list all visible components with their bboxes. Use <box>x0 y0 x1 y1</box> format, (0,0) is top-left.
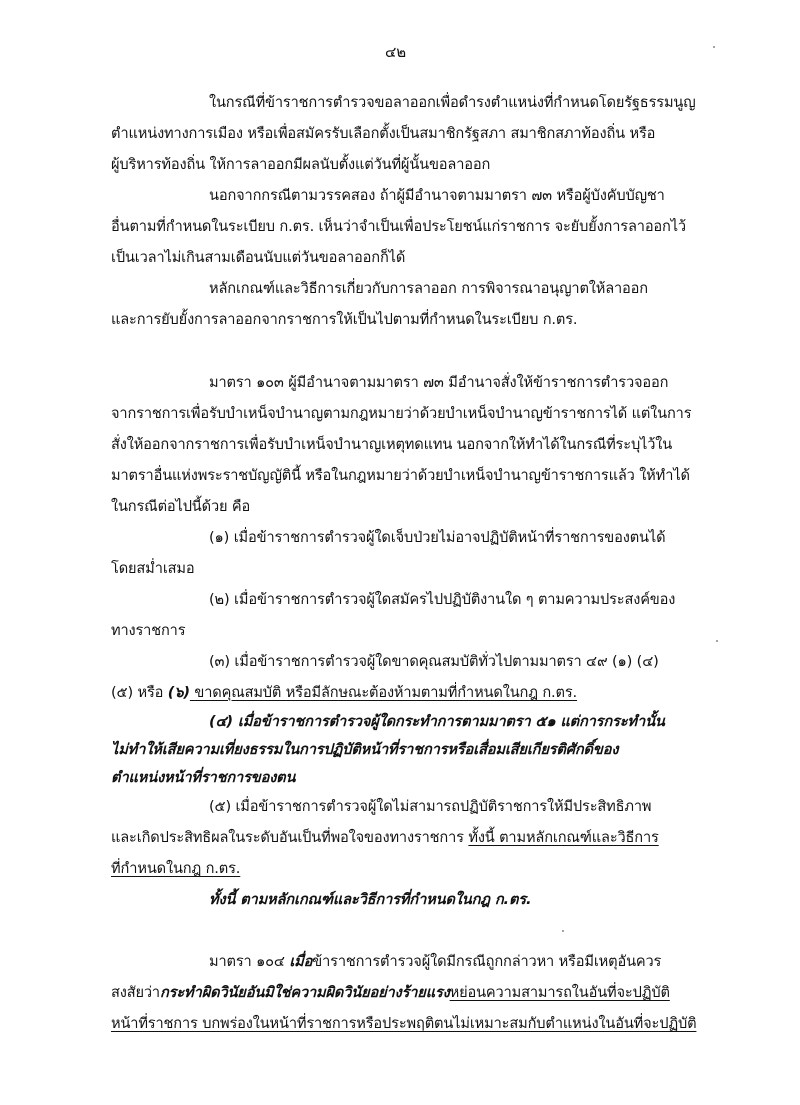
item1-line1: (๑) เมื่อข้าราชการตำรวจผู้ใดเจ็บป่วยไม่อาจปฏิบัติหน้าที่ราชการของตนได้ <box>209 529 666 546</box>
sec103-line5: ในกรณีต่อไปนี้ด้วย คือ <box>111 498 251 515</box>
sec103-line4: มาตราอื่นแห่งพระราชบัญญัตินี้ หรือในกฎหมายว่าด้วยบำเหน็จบำนาญข้าราชการแล้ว ให้ทำได้ <box>111 467 690 484</box>
struck-note: ทั้งนี้ ตามหลักเกณฑ์และวิธีการที่กำหนดในกฎ ก.ตร. <box>209 891 532 908</box>
sec103-line3: สั่งให้ออกจากราชการเพื่อรับบำเหน็จบำนาญเหตุทดแทน นอกจากให้ทำได้ในกรณีที่ระบุไว้ใน <box>111 436 673 453</box>
item1-line2: โดยสม่ำเสมอ <box>111 560 195 577</box>
scan-speck <box>562 930 564 932</box>
para1-line2: ตำแหน่งทางการเมือง หรือเพื่อสมัครรับเลือกตั้งเป็นสมาชิกรัฐสภา สมาชิกสภาท้องถิ่น หรือ <box>111 125 656 142</box>
sec104-heading: มาตรา ๑๐๔ <box>209 953 290 970</box>
item5-line2 <box>111 828 659 848</box>
item5-text: และเกิดประสิทธิผลในระดับอันเป็นที่พอใจของทางราชการ <box>111 829 469 846</box>
item3-struck-text: (๖) <box>167 684 190 701</box>
item3-prefix: (๕) หรือ <box>111 684 168 701</box>
item4-struck-line1: (๔) เมื่อข้าราชการตำรวจผู้ใดกระทำการตามมาตรา ๕๑ แต่การกระทำนั้น <box>209 713 665 730</box>
para3-line1: หลักเกณฑ์และวิธีการเกี่ยวกับการลาออก การพิจารณาอนุญาตให้ลาออก <box>209 280 648 297</box>
item5-line3: ที่กำหนดในกฎ ก.ตร. <box>111 860 241 877</box>
item4-struck-line2: ไม่ทำให้เสียความเที่ยงธรรมในการปฏิบัติหน้าที่ราชการหรือเสื่อมเสียเกียรติศักดิ์ของ <box>111 741 619 758</box>
sec104-struck-phrase: กระทำผิดวินัยอันมิใช่ความผิดวินัยอย่างร้ายแรง <box>159 984 450 1001</box>
para1-line3: ผู้บริหารท้องถิ่น ให้การลาออกมีผลนับตั้งแต่วันที่ผู้นั้นขอลาออก <box>111 156 491 173</box>
scan-speck <box>716 640 718 642</box>
item3-underlined-text: ขาดคุณสมบัติ หรือมีลักษณะต้องห้ามตามที่กำหนดในกฎ ก.ตร. <box>189 684 578 701</box>
sec104-struck-word: เมื่อ <box>289 953 313 970</box>
item3-line1: (๓) เมื่อข้าราชการตำรวจผู้ใดขาดคุณสมบัติทั่วไปตามมาตรา ๔๙ (๑) (๔) <box>209 653 659 670</box>
para1-line1: ในกรณีที่ข้าราชการตำรวจขอลาออกเพื่อดำรงตำแหน่งที่กำหนดโดยรัฐธรรมนูญ <box>209 94 696 111</box>
sec104-underlined-phrase: หย่อนความสามารถในอันที่จะปฏิบัติ <box>449 984 670 1001</box>
sec104-text: ข้าราชการตำรวจผู้ใดมีกรณีถูกกล่าวหา หรือมีเหตุอันควร <box>312 953 662 970</box>
para2-line3: เป็นเวลาไม่เกินสามเดือนนับแต่วันขอลาออกก็ได้ <box>111 249 406 266</box>
item3-line2 <box>111 683 577 703</box>
sec104-line2 <box>111 983 670 1003</box>
sec104-line1 <box>209 952 661 972</box>
page-number: ๔๒ <box>385 43 406 61</box>
item5-line1: (๕) เมื่อข้าราชการตำรวจผู้ใดไม่สามารถปฏิบัติราชการให้มีประสิทธิภาพ <box>209 798 652 815</box>
scan-speck <box>713 46 715 48</box>
item5-underlined-text: ทั้งนี้ ตามหลักเกณฑ์และวิธีการ <box>468 829 659 846</box>
sec103-line2: จากราชการเพื่อรับบำเหน็จบำนาญตามกฎหมายว่าด้วยบำเหน็จบำนาญข้าราชการได้ แต่ในการ <box>111 405 692 422</box>
item4-struck-line3: ตำแหน่งหน้าที่ราชการของตน <box>111 769 296 786</box>
item2-line2: ทางราชการ <box>111 622 186 639</box>
para3-line2: และการยับยั้งการลาออกจากราชการให้เป็นไปตามที่กำหนดในระเบียบ ก.ตร. <box>111 311 578 328</box>
sec103-line1: มาตรา ๑๐๓ ผู้มีอำนาจตามมาตรา ๗๓ มีอำนาจสั่งให้ข้าราชการตำรวจออก <box>209 374 669 391</box>
para2-line2: อื่นตามที่กำหนดในระเบียบ ก.ตร. เห็นว่าจำเป็นเพื่อประโยชน์แก่ราชการ จะยับยั้งการลาออกไว้ <box>111 218 686 235</box>
item2-line1: (๒) เมื่อข้าราชการตำรวจผู้ใดสมัครไปปฏิบัติงานใด ๆ ตามความประสงค์ของ <box>209 591 676 608</box>
sec104-line2-start: สงสัยว่า <box>111 984 160 1001</box>
para2-line1: นอกจากกรณีตามวรรคสอง ถ้าผู้มีอำนาจตามมาตรา ๗๓ หรือผู้บังคับบัญชา <box>209 187 665 204</box>
sec104-line3: หน้าที่ราชการ บกพร่องในหน้าที่ราชการหรือประพฤติตนไม่เหมาะสมกับตำแหน่งในอันที่จะปฏิบัติ <box>111 1015 697 1032</box>
